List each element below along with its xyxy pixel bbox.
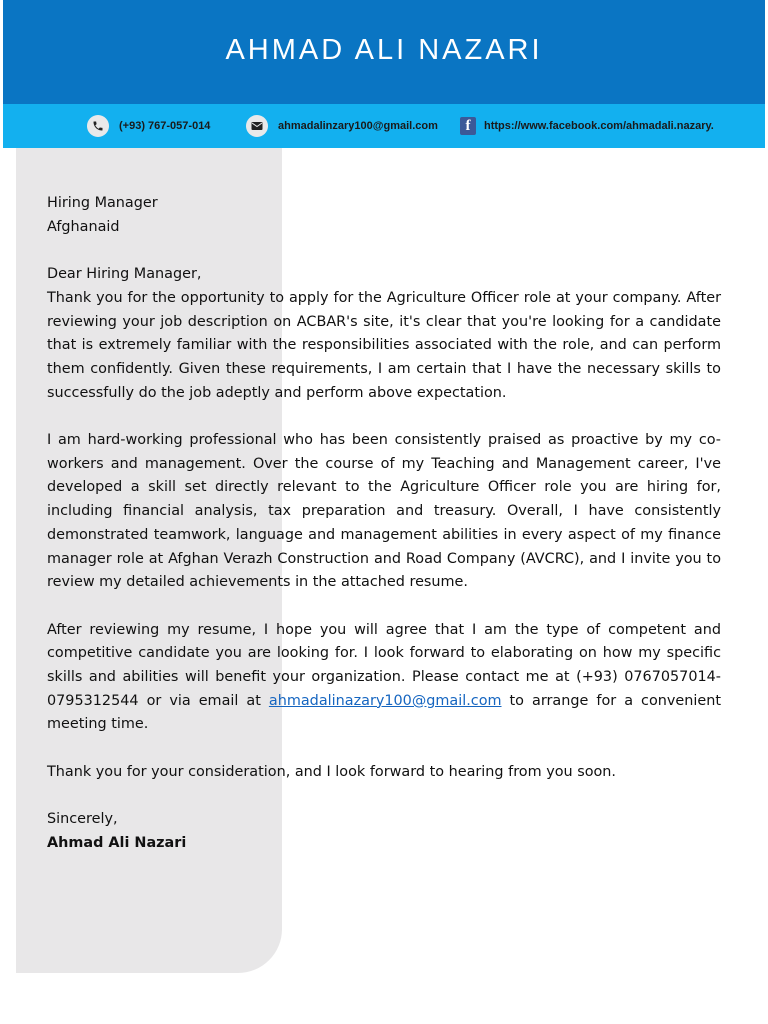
phone-icon — [87, 115, 109, 137]
facebook-link[interactable]: https://www.facebook.com/ahmadali.nazary. — [484, 120, 714, 132]
contact-phone — [87, 104, 210, 148]
paragraph-3-end: to arrange for a convenient meeting time. — [47, 692, 721, 733]
organization: Afghanaid — [47, 218, 120, 235]
header-banner — [3, 0, 765, 104]
paragraph-1: Thank you for the opportunity to apply for the Agriculture Officer role at your company. After reviewing your job description on ACBAR's site, it's clear that you're looking for a candidate that is extremely familiar with the responsibilities associated with the role, and can perform them confidently. Given these requirements, I am certain that I have the necessary skills to successfully do the job adeptly and perform above expectation. — [47, 289, 721, 401]
paragraph-3 — [47, 619, 721, 738]
closing: Sincerely, — [47, 811, 118, 828]
salutation: Dear Hiring Manager, — [47, 266, 202, 283]
signature: Ahmad Ali Nazari — [47, 834, 187, 851]
applicant-name-title: AHMAD ALI NAZARI — [225, 34, 543, 66]
recipient: Hiring Manager — [47, 195, 158, 211]
contact-facebook — [460, 104, 714, 148]
facebook-icon: f — [460, 117, 476, 135]
phone-text: (+93) 767-057-014 — [119, 120, 211, 132]
email-icon — [246, 115, 268, 137]
cover-letter-body — [47, 192, 721, 856]
paragraph-2: I am hard-working professional who has been consistently praised as proactive by my co-workers and management. Over the course of my Teaching and Management career, I've developed a skill set directly relevant to the Agriculture Officer role you are hiring for, including financial analysis, tax preparation and treasury. Overall, I have consistently demonstrated teamwork, language and management abilities in every aspect of my finance manager role at Afghan Verazh Construction and Road Company (AVCRC), and I invite you to review my detailed achievements in the attached resume. — [47, 432, 721, 591]
contact-bar — [3, 104, 765, 148]
contact-email — [246, 104, 438, 148]
paragraph-3-start: After reviewing my resume, I hope you will agree that I am the type of competent and competitive candidate you are looking for. I look forward to elaborating on how my specific skills and abilities will benefit your organization. Please contact me at (+93) 0767057014-0795312544 or via email at — [47, 621, 721, 709]
email-link[interactable]: ahmadalinazary100@gmail.com — [268, 692, 502, 709]
email-text[interactable]: ahmadalinzary100@gmail.com — [278, 120, 438, 132]
paragraph-4: Thank you for your consideration, and I look forward to hearing from you soon. — [47, 763, 617, 780]
